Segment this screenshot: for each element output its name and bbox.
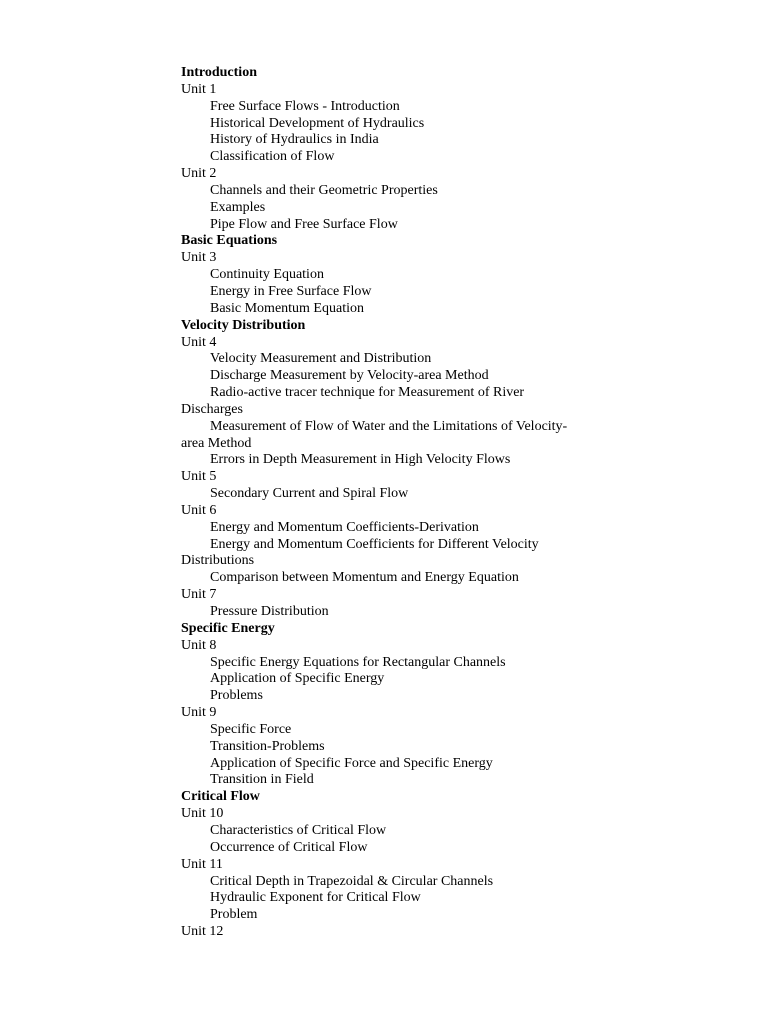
unit-label: Unit 12 [181, 924, 224, 940]
topic-item: Critical Depth in Trapezoidal & Circular Channels [210, 873, 494, 889]
unit-label: Unit 8 [181, 637, 217, 653]
topic-item: Free Surface Flows - Introduction [210, 98, 400, 114]
topic-item: Hydraulic Exponent for Critical Flow [210, 890, 421, 906]
topic-item: Velocity Measurement and Distribution [210, 351, 432, 367]
unit-label: Unit 1 [181, 81, 217, 97]
unit-label: Unit 11 [181, 856, 223, 872]
topic-item: Radio-active tracer technique for Measurement of River [210, 385, 525, 401]
topic-item: Classification of Flow [210, 149, 335, 165]
unit-label: Unit 9 [181, 705, 217, 721]
unit-label: Unit 7 [181, 587, 217, 603]
topic-item: Comparison between Momentum and Energy Equation [210, 570, 519, 586]
syllabus-document [181, 65, 581, 941]
topic-item: Problem [210, 907, 258, 923]
topic-item: Characteristics of Critical Flow [210, 822, 387, 838]
topic-item: Discharge Measurement by Velocity-area Method [210, 368, 489, 384]
topic-item: Measurement of Flow of Water and the Limitations of Velocity- [210, 418, 568, 434]
topic-item: Basic Momentum Equation [210, 300, 364, 316]
topic-item: Continuity Equation [210, 267, 324, 283]
topic-item: Occurrence of Critical Flow [210, 839, 368, 855]
topic-item: Pressure Distribution [210, 604, 329, 619]
section-heading: Critical Flow [181, 789, 260, 805]
unit-label: Unit 2 [181, 166, 217, 182]
topic-item-continuation: area Method [181, 435, 252, 451]
topic-item: Historical Development of Hydraulics [210, 115, 425, 131]
topic-item: Problems [210, 688, 263, 704]
topic-item: Specific Energy Equations for Rectangular Channels [210, 654, 506, 670]
topic-item: Energy in Free Surface Flow [210, 283, 372, 299]
topic-item: Transition in Field [210, 772, 314, 788]
topic-item: Energy and Momentum Coefficients-Derivation [210, 519, 479, 535]
topic-item-continuation: Distributions [181, 553, 255, 569]
section-heading: Specific Energy [181, 620, 275, 636]
topic-item: Application of Specific Force and Specific Energy [210, 755, 493, 771]
unit-label: Unit 4 [181, 334, 217, 350]
topic-item: Pipe Flow and Free Surface Flow [210, 216, 398, 232]
topic-item: Errors in Depth Measurement in High Velocity Flows [210, 452, 511, 468]
topic-item: Transition-Problems [210, 738, 325, 754]
topic-item: Energy and Momentum Coefficients for Different Velocity [210, 536, 539, 552]
topic-item: Application of Specific Energy [210, 671, 385, 687]
section-heading: Introduction [181, 65, 257, 80]
unit-label: Unit 5 [181, 469, 217, 485]
section-heading: Basic Equations [181, 233, 278, 249]
unit-label: Unit 6 [181, 502, 217, 518]
topic-item: Secondary Current and Spiral Flow [210, 486, 409, 502]
unit-label: Unit 3 [181, 250, 217, 266]
topic-item: Examples [210, 199, 266, 215]
topic-item: Specific Force [210, 721, 292, 737]
topic-item: Channels and their Geometric Properties [210, 182, 438, 198]
topic-item: History of Hydraulics in India [210, 132, 379, 148]
topic-item-continuation: Discharges [181, 401, 243, 417]
section-heading: Velocity Distribution [181, 317, 306, 333]
unit-label: Unit 10 [181, 806, 224, 822]
